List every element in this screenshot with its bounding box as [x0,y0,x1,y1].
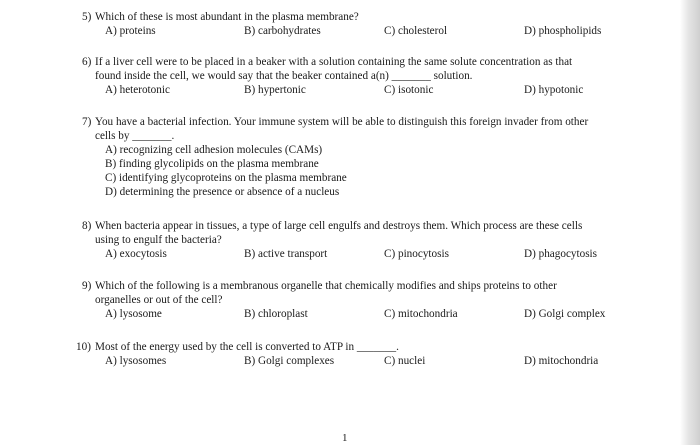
question-stem-line: found inside the cell, we would say that the beaker contained a(n) _______ solution. [95,70,473,82]
question-stem-line: You have a bacterial infection. Your immune system will be able to distinguish this foreign invader from other [95,116,589,128]
question-stem-line: If a liver cell were to be placed in a beaker with a solution containing the same solute concentration as that [95,56,573,68]
option-b: B) carbohydrates [244,25,321,37]
question-number: 5) [82,11,92,23]
question-stem-line: When bacteria appear in tissues, a type of large cell engulfs and destroys them. Which process are these cells [95,220,583,232]
page-number: 1 [342,432,348,444]
option-a: A) lysosomes [105,355,167,367]
option-d: D) Golgi complex [524,308,606,320]
page-edge-shadow [680,0,700,445]
option-c: C) mitochondria [384,308,458,320]
question-stem-line: organelles or out of the cell? [95,294,223,306]
option-d: D) phagocytosis [524,248,598,260]
option-c: C) cholesterol [384,25,448,37]
question-stem-line: using to engulf the bacteria? [95,234,222,246]
option-c: C) pinocytosis [384,248,449,260]
option-c: C) identifying glycoproteins on the plasma membrane [105,172,347,184]
option-a: A) exocytosis [105,248,167,260]
question-stem-line: Which of the following is a membranous organelle that chemically modifies and ships proteins to other [95,280,557,292]
option-b: B) hypertonic [244,84,306,96]
option-a: A) lysosome [105,308,162,320]
question-stem-line: cells by _______. [95,130,175,142]
question-number: 9) [82,280,92,292]
option-b: B) chloroplast [244,308,308,320]
option-b: B) finding glycolipids on the plasma membrane [105,158,319,170]
option-d: D) determining the presence or absence of a nucleus [105,186,340,198]
question-number: 7) [82,116,92,128]
option-a: A) heterotonic [105,84,170,96]
option-b: B) Golgi complexes [244,355,335,367]
option-b: B) active transport [244,248,328,260]
option-d: D) mitochondria [524,355,599,367]
question-stem-line: Which of these is most abundant in the plasma membrane? [95,11,359,23]
option-a: A) proteins [105,25,156,37]
question-stem-line: Most of the energy used by the cell is converted to ATP in _______. [95,341,399,353]
question-number: 10) [76,341,91,353]
option-d: D) hypotonic [524,84,584,96]
question-number: 6) [82,56,92,68]
option-c: C) isotonic [384,84,434,96]
option-d: D) phospholipids [524,25,602,37]
option-a: A) recognizing cell adhesion molecules (CAMs) [105,144,323,156]
option-c: C) nuclei [384,355,426,367]
question-number: 8) [82,220,92,232]
